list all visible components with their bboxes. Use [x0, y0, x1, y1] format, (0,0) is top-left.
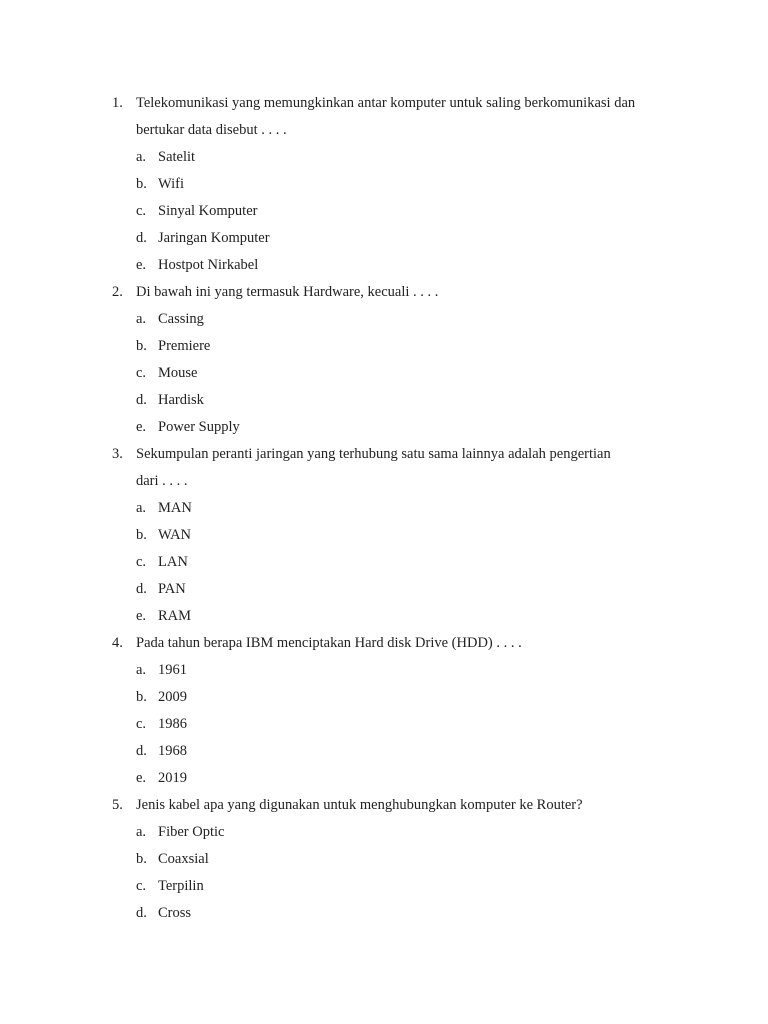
option-letter: d. [136, 743, 147, 759]
question-5 [0, 792, 768, 819]
option-1b [0, 171, 768, 198]
option-text: Cassing [158, 311, 204, 327]
option-4e [0, 765, 768, 792]
option-letter: c. [136, 554, 147, 570]
option-letter: b. [136, 527, 147, 543]
option-4b [0, 684, 768, 711]
option-text: 1961 [158, 662, 187, 678]
question-4 [0, 630, 768, 657]
option-letter: e. [136, 770, 147, 786]
question-number: 3. [112, 446, 123, 462]
option-letter: a. [136, 500, 147, 516]
option-text: RAM [158, 608, 192, 624]
option-letter: a. [136, 662, 147, 678]
option-1d [0, 225, 768, 252]
option-letter: c. [136, 878, 147, 894]
option-letter: c. [136, 365, 147, 381]
option-text: Mouse [158, 365, 198, 381]
option-letter: d. [136, 905, 147, 921]
option-letter: b. [136, 176, 147, 192]
question-number: 5. [112, 797, 123, 813]
option-text: LAN [158, 554, 188, 570]
option-2a [0, 306, 768, 333]
option-text: Fiber Optic [158, 824, 225, 840]
question-text: Di bawah ini yang termasuk Hardware, kecuali . . . . [136, 284, 439, 300]
option-4c [0, 711, 768, 738]
option-5d [0, 900, 768, 927]
option-text: 2019 [158, 770, 187, 786]
option-letter: c. [136, 716, 147, 732]
option-1c [0, 198, 768, 225]
option-3d [0, 576, 768, 603]
option-letter: a. [136, 311, 147, 327]
option-text: Wifi [158, 176, 184, 192]
question-3-continued [0, 468, 768, 495]
question-text: dari . . . . [136, 473, 188, 489]
option-letter: a. [136, 149, 147, 165]
question-number: 2. [112, 284, 123, 300]
option-text: Terpilin [158, 878, 204, 894]
option-text: Premiere [158, 338, 211, 354]
option-5b [0, 846, 768, 873]
option-4a [0, 657, 768, 684]
option-2e [0, 414, 768, 441]
option-text: 2009 [158, 689, 187, 705]
option-3c [0, 549, 768, 576]
option-letter: d. [136, 581, 147, 597]
option-letter: b. [136, 338, 147, 354]
question-1 [0, 90, 768, 117]
option-letter: a. [136, 824, 147, 840]
question-2 [0, 279, 768, 306]
option-text: Sinyal Komputer [158, 203, 258, 219]
option-letter: b. [136, 851, 147, 867]
option-text: MAN [158, 500, 192, 516]
option-text: Hostpot Nirkabel [158, 257, 259, 273]
question-number: 1. [112, 95, 123, 111]
option-text: WAN [158, 527, 192, 543]
option-2b [0, 333, 768, 360]
question-3 [0, 441, 768, 468]
option-letter: c. [136, 203, 147, 219]
option-letter: e. [136, 419, 147, 435]
option-2c [0, 360, 768, 387]
option-1a [0, 144, 768, 171]
option-letter: e. [136, 608, 147, 624]
question-text: Sekumpulan peranti jaringan yang terhubung satu sama lainnya adalah pengertian [136, 446, 611, 462]
option-5c [0, 873, 768, 900]
question-number: 4. [112, 635, 123, 651]
option-text: Power Supply [158, 419, 240, 435]
question-text: bertukar data disebut . . . . [136, 122, 287, 138]
option-3b [0, 522, 768, 549]
question-text: Jenis kabel apa yang digunakan untuk menghubungkan komputer ke Router? [136, 797, 583, 813]
option-text: 1986 [158, 716, 187, 732]
option-text: Jaringan Komputer [158, 230, 270, 246]
option-text: Satelit [158, 149, 196, 165]
option-letter: b. [136, 689, 147, 705]
option-text: Coaxsial [158, 851, 209, 867]
option-3e [0, 603, 768, 630]
option-4d [0, 738, 768, 765]
option-letter: e. [136, 257, 147, 273]
question-text: Pada tahun berapa IBM menciptakan Hard disk Drive (HDD) . . . . [136, 635, 522, 651]
option-text: Hardisk [158, 392, 204, 408]
option-text: PAN [158, 581, 186, 597]
option-letter: d. [136, 230, 147, 246]
option-text: 1968 [158, 743, 187, 759]
option-text: Cross [158, 905, 192, 921]
option-letter: d. [136, 392, 147, 408]
option-2d [0, 387, 768, 414]
option-5a [0, 819, 768, 846]
question-document [0, 90, 768, 927]
question-1-continued [0, 117, 768, 144]
option-1e [0, 252, 768, 279]
question-text: Telekomunikasi yang memungkinkan antar komputer untuk saling berkomunikasi dan [136, 95, 636, 111]
option-3a [0, 495, 768, 522]
